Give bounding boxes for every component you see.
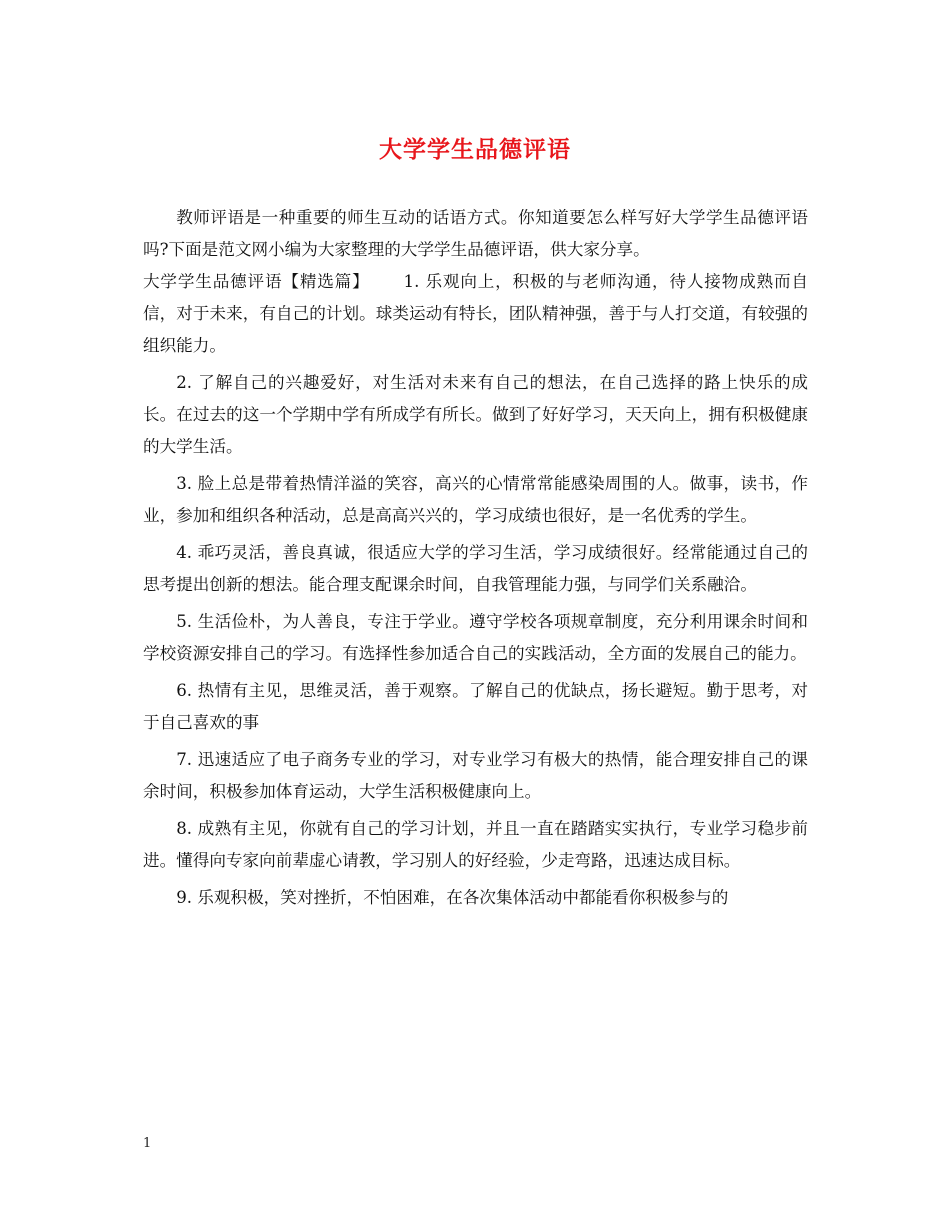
list-item-9: 9. 乐观积极，笑对挫折，不怕困难，在各次集体活动中都能看你积极参与的 — [176, 888, 729, 907]
list-item-1: 1. 乐观向上，积极的与老师沟通，待人接物成熟而自信，对于未来，有自己的计划。球类运动有特长，团队精神强，善于与人打交道，有较强的组织能力。 — [143, 272, 808, 355]
intro-paragraph: 教师评语是一种重要的师生互动的话语方式。你知道要怎么样写好大学学生品德评语吗?下面是范文网小编为大家整理的大学学生品德评语，供大家分享。 — [143, 208, 808, 259]
list-item-4: 4. 乖巧灵活，善良真诚，很适应大学的学习生活，学习成绩很好。经常能通过自己的思考提出创新的想法。能合理支配课余时间，自我管理能力强，与同学们关系融洽。 — [143, 543, 808, 594]
page-number: 1 — [143, 1136, 152, 1151]
list-item-3: 3. 脸上总是带着热情洋溢的笑容，高兴的心情常常能感染周围的人。做事，读书，作业，参加和组织各种活动，总是高高兴兴的，学习成绩也很好，是一名优秀的学生。 — [143, 474, 808, 525]
list-item-5: 5. 生活俭朴，为人善良，专注于学业。遵守学校各项规章制度，充分利用课余时间和学校资源安排自己的学习。有选择性参加适合自己的实践活动，全方面的发展自己的能力。 — [143, 612, 808, 663]
document-body — [143, 202, 808, 919]
list-item-2: 2. 了解自己的兴趣爱好，对生活对未来有自己的想法，在自己选择的路上快乐的成长。在过去的这一个学期中学有所成学有所长。做到了好好学习，天天向上，拥有积极健康的大学生活。 — [143, 373, 808, 456]
list-item-8: 8. 成熟有主见，你就有自己的学习计划，并且一直在踏踏实实执行，专业学习稳步前进。懂得向专家向前辈虚心请教，学习别人的好经验，少走弯路，迅速达成目标。 — [143, 819, 808, 870]
list-item-6: 6. 热情有主见，思维灵活，善于观察。了解自己的优缺点，扬长避短。勤于思考，对于自己喜欢的事 — [143, 681, 808, 732]
section-paragraph — [143, 266, 808, 362]
list-item-7: 7. 迅速适应了电子商务专业的学习，对专业学习有极大的热情，能合理安排自己的课余时间，积极参加体育运动，大学生活积极健康向上。 — [143, 750, 808, 801]
section-heading: 大学学生品德评语【精选篇】 — [143, 272, 370, 291]
document-title: 大学学生品德评语 — [379, 136, 571, 163]
